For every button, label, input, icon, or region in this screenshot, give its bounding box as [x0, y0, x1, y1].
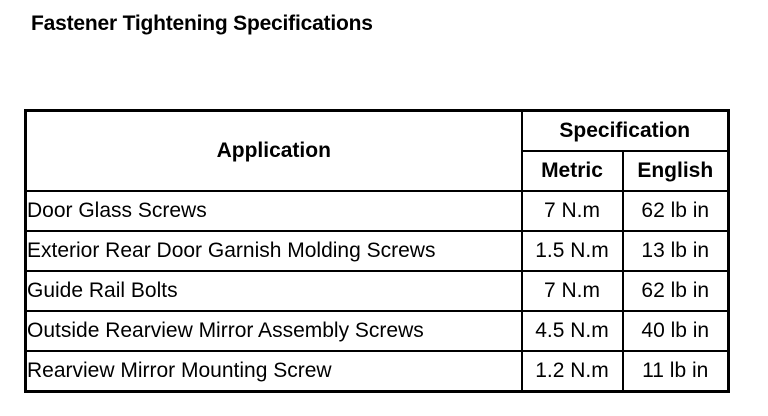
metric-cell: 1.2 N.m [522, 351, 623, 392]
english-header: English [623, 151, 729, 191]
metric-cell: 1.5 N.m [522, 231, 623, 271]
english-cell: 62 lb in [623, 271, 729, 311]
header-row-top [26, 111, 729, 152]
specification-header: Specification [522, 111, 729, 152]
english-cell: 11 lb in [623, 351, 729, 392]
page-title: Fastener Tightening Specifications [31, 12, 373, 35]
table-row [26, 231, 729, 271]
table-row [26, 351, 729, 392]
metric-cell: 4.5 N.m [522, 311, 623, 351]
table-row [26, 191, 729, 231]
table-row [26, 271, 729, 311]
application-cell: Door Glass Screws [26, 191, 522, 231]
fastener-spec-table [24, 109, 730, 393]
english-cell: 62 lb in [623, 191, 729, 231]
application-cell: Rearview Mirror Mounting Screw [26, 351, 522, 392]
english-cell: 13 lb in [623, 231, 729, 271]
application-cell: Outside Rearview Mirror Assembly Screws [26, 311, 522, 351]
application-cell: Exterior Rear Door Garnish Molding Screws [26, 231, 522, 271]
metric-cell: 7 N.m [522, 271, 623, 311]
table-row [26, 311, 729, 351]
english-cell: 40 lb in [623, 311, 729, 351]
application-cell: Guide Rail Bolts [26, 271, 522, 311]
application-header: Application [26, 111, 522, 192]
metric-header: Metric [522, 151, 623, 191]
metric-cell: 7 N.m [522, 191, 623, 231]
